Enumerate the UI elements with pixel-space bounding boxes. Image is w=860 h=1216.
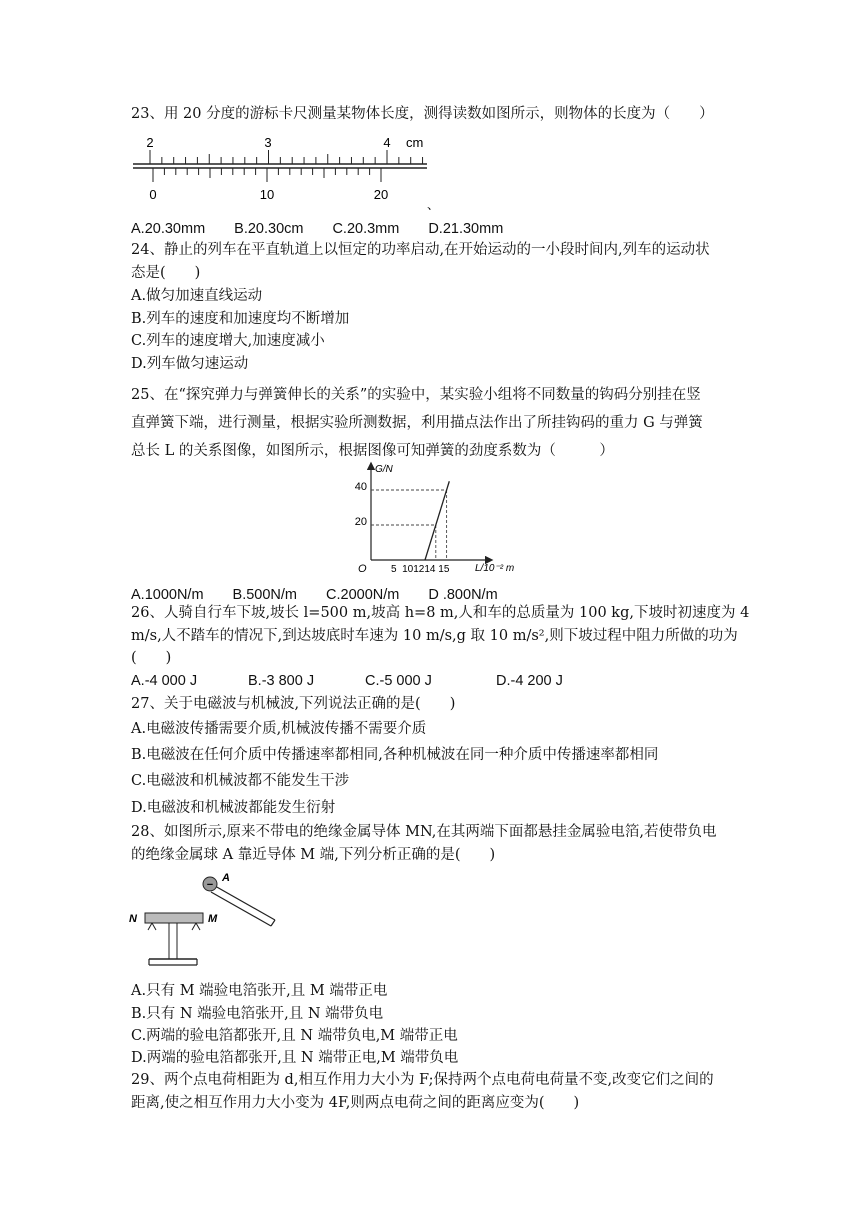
origin-label: O — [358, 563, 367, 575]
vernier-caliper-figure — [131, 132, 441, 212]
n-foil — [148, 923, 156, 930]
q26-stem-line1: 26、人骑自行车下坡,坡长 l=500 m,坡高 h=8 m,人和车的总质量为 100 kg,下坡时初速度为 4 — [131, 605, 750, 621]
q25-stem-line2: 直弹簧下端，进行测量，根据实验所测数据，利用描点法作出了所挂钩码的重力 G 与弹簧 — [131, 415, 703, 431]
q26-option-c: C.-5 000 J — [365, 673, 432, 689]
q24-option-d: D.列车做匀速运动 — [131, 356, 249, 372]
stand-post — [169, 923, 177, 959]
q24-stem-line2: 态是( ) — [131, 265, 201, 281]
q24-option-b: B.列车的速度和加速度均不断增加 — [131, 311, 350, 327]
q26-option-a: A.-4 000 J — [131, 673, 198, 689]
main-label-3: 3 — [264, 135, 272, 150]
q29-stem-line2: 距离,使之相互作用力大小变为 4F,则两点电荷之间的距离应变为( ) — [131, 1095, 580, 1111]
q29-stem-line1: 29、两个点电荷相距为 d,相互作用力大小为 F;保持两个点电荷电荷量不变,改变它们之间的 — [131, 1072, 714, 1088]
m-end-label: M — [208, 913, 218, 925]
vernier-label-10: 10 — [259, 187, 275, 202]
q26-stem-line3: ( ) — [131, 650, 172, 666]
spring-force-length-chart — [355, 460, 515, 575]
n-end-label: N — [129, 913, 137, 925]
series-line — [425, 481, 449, 560]
q26-option-b: B.-3 800 J — [248, 673, 315, 689]
trailing-mark: 、 — [427, 198, 440, 212]
q23-options: A.20.30mm B.20.30cm C.20.3mm D.21.30mm — [131, 221, 504, 237]
q27-option-b: B.电磁波在任何介质中传播速率都相同,各种机械波在同一种介质中传播速率都相同 — [131, 747, 659, 763]
main-label-2: 2 — [146, 135, 154, 150]
conductor-mn-figure — [125, 870, 285, 970]
q27-stem: 27、关于电磁波与机械波,下列说法正确的是( ) — [131, 696, 456, 712]
m-foil — [192, 923, 200, 930]
y-axis-label: G/N — [375, 464, 393, 475]
q24-option-c: C.列车的速度增大,加速度减小 — [131, 333, 325, 349]
x-axis-label: L/10⁻² m — [475, 563, 515, 574]
q28-option-d: D.两端的验电箔都张开,且 N 端带正电,M 端带负电 — [131, 1050, 459, 1066]
vernier-label-20: 20 — [373, 187, 389, 202]
q25-stem-line3: 总长 L 的关系图像，如图所示，根据图像可知弹簧的劲度系数为（ ） — [131, 443, 614, 459]
q28-stem-line1: 28、如图所示,原来不带电的绝缘金属导体 MN,在其两端下面都悬挂金属验电箔,若使带负电 — [131, 824, 717, 840]
ball-label: A — [222, 872, 230, 884]
q23-stem: 23、用 20 分度的游标卡尺测量某物体长度，测得读数如图所示，则物体的长度为（ ） — [131, 106, 714, 122]
main-label-4: 4 — [383, 135, 391, 150]
q28-option-b: B.只有 N 端验电箔张开,且 N 端带负电 — [131, 1006, 384, 1022]
x-ticks: 5 101214 15 — [391, 564, 450, 575]
q26-option-d: D.-4 200 J — [496, 673, 563, 689]
unit-label: cm — [406, 135, 424, 150]
conductor-bar — [145, 913, 203, 923]
y-tick-20: 20 — [355, 516, 367, 528]
q28-option-c: C.两端的验电箔都张开,且 N 端带负电,M 端带正电 — [131, 1028, 458, 1044]
q25-stem-line1: 25、在“探究弹力与弹簧伸长的关系”的实验中，某实验小组将不同数量的钩码分别挂在竖 — [131, 387, 701, 403]
vernier-label-0: 0 — [149, 187, 157, 202]
q25-options: A.1000N/m B.500N/m C.2000N/m D .800N/m — [131, 587, 498, 603]
q28-stem-line2: 的绝缘金属球 A 靠近导体 M 端,下列分析正确的是( ) — [131, 847, 496, 863]
q24-stem-line1: 24、静止的列车在平直轨道上以恒定的功率启动,在开始运动的一小段时间内,列车的运动状 — [131, 242, 710, 258]
y-tick-40: 40 — [355, 481, 367, 493]
q24-option-a: A.做匀加速直线运动 — [131, 288, 263, 304]
q27-option-d: D.电磁波和机械波都能发生衍射 — [131, 800, 336, 816]
q28-option-a: A.只有 M 端验电箔张开,且 M 端带正电 — [131, 983, 388, 999]
q27-option-c: C.电磁波和机械波都不能发生干涉 — [131, 773, 350, 789]
q27-option-a: A.电磁波传播需要介质,机械波传播不需要介质 — [131, 721, 427, 737]
q26-stem-line2: m/s,人不踏车的情况下,到达坡底时车速为 10 m/s,g 取 10 m/s²,则下坡过程中阻力所做的功为 — [131, 628, 738, 644]
ball-sign: − — [206, 879, 214, 891]
